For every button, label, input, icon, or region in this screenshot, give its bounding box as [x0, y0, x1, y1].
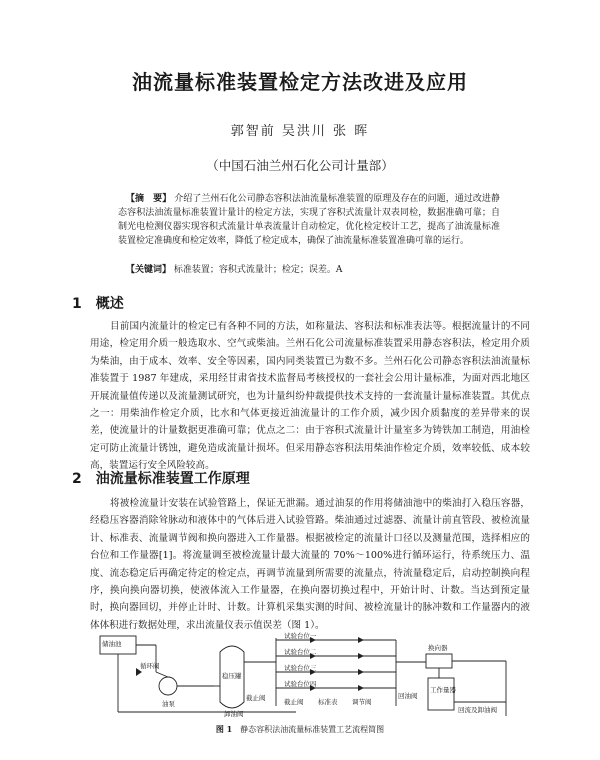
section-1-number: 1	[72, 296, 82, 312]
section-1-body: 目前国内流量计的检定已有各种不同的方法，如称量法、容积法和标准表法等。根据流量计的不同用途，检定用介质一般选取水、空气或柴油。兰州石化公司流量标准装置采用静态容积法，检定用介质为柴油，由于成本、效率、安全等因素，国内同类装置已为数不多。兰州石化公司静态容积法油流量标准装置于 1987 年建成，采用经甘肃省技术监督局考核授权的一套社会公用计量标准，为面对西北地区开展流量值传递以及流量测试研究，也为计量纠纷仲裁提供技术支持的一套流量计量标准装置。其优点之一：用柴油作检定介质，比水和气体更接近油流量计的工作介质，减少因介质黏度的差异带来的误差，使流量计的计量数据更准确可靠；优点之二：由于容积式流量计计量室多为铸铁加工制造，用油检定可防止流量计锈蚀，避免造成流量计损坏。但采用静态容积法用柴油作检定介质，效率较低、成本较高，装置运行安全风险较高。	[90, 321, 530, 472]
keywords-label: 【关键词】	[126, 265, 172, 275]
label-test-stand-4: 试验台位四	[284, 680, 317, 688]
section-2-body: 将被检流量计安装在试验管路上，保证无泄漏。通过油泵的作用将储油池中的柴油打入稳压容器，经稳压容器消除耸脉动和液体中的气体后进入试验管路。柴油通过过滤器、流量计前直管段、被检流量计、标准表、流量调节阀和换向器进入工作量器。根据被检定的流量计口径以及测量范围，选择相应的台位和工作量器[1]。将流量调至被检流量计最大流量的 70%～100%进行循环运行，待系统压力、温度、流态稳定后再确定待定的检定点，再调节流量到所需要的流量点，待流量稳定后，启动控制换向程序，换向换向器切换，使液体流入工作量器，在换向器切换过程中，开始计时、计数。当达到预定量时，换向器回切，并停止计时、计数。计算机采集实测的时间、被检流量计的脉冲数和工作量器内的液体体积进行数据处理，求出流量仪表示值误差（图 1）。	[90, 498, 530, 631]
label-standard-meter: 标准表	[318, 698, 338, 706]
keywords-block	[126, 263, 496, 277]
abstract-text: 介绍了兰州石化公司静态容积法油流量标准装置的原理及存在的问题，通过改进静态容积法油流量标准装置计量计的检定方法，实现了容积式流量计双表同检，数据准确可靠；自制光电检测仪器实现容积式流量计单表流量计自动检定，优化检定校计工艺，提高了油流量标准装置检定准确度和检定效率，降低了检定成本，确保了油流量标准装置准确可靠的运行。	[118, 194, 500, 246]
label-regulating-valve: 调节阀	[352, 698, 372, 706]
label-filter-valve: 截止阀	[246, 694, 266, 702]
section-2-heading	[72, 468, 250, 488]
label-drain-valve: 卸油阀	[224, 710, 244, 718]
label-shutoff-valve: 截止阀	[284, 698, 304, 706]
label-storage-tank: 储油池	[102, 640, 122, 648]
label-test-stand-1: 试验台位一	[284, 632, 317, 640]
section-2-title: 油流量标准装置工作原理	[95, 471, 250, 487]
process-flow-diagram	[96, 632, 516, 718]
label-test-stand-3: 试验台位三	[284, 664, 317, 672]
figure-caption-number: 图 1	[215, 724, 233, 734]
label-commutator: 换向器	[428, 644, 448, 652]
keywords-text: 标准装置；容积式流量计；检定；误差。A	[173, 265, 343, 275]
section-2-number: 2	[72, 471, 82, 487]
label-return-valve: 回油阀	[398, 692, 418, 700]
figure-caption	[0, 724, 600, 735]
paper-affiliation: （中国石油兰州石化公司计量部）	[206, 158, 394, 173]
figure-caption-text: 静态容积法油流量标准装置工艺流程简图	[240, 725, 385, 734]
label-circulation-valve: 循环阀	[140, 662, 160, 670]
label-stabilizer: 稳压罐	[222, 672, 242, 680]
pump-shape	[159, 677, 177, 695]
label-work-vessel: 工作量器	[430, 686, 456, 694]
label-return-line: 回流及卸油阀	[458, 706, 497, 714]
process-flow-figure	[96, 632, 516, 718]
section-1-heading	[72, 293, 124, 313]
abstract-block	[118, 192, 500, 248]
commutator-shape	[426, 654, 452, 668]
label-pump: 油泵	[162, 700, 175, 708]
paper-title: 油流量标准装置检定方法改进及应用	[132, 70, 468, 94]
abstract-label: 【摘 要】	[126, 194, 172, 204]
section-1-title: 概述	[95, 296, 124, 312]
label-test-stand-2: 试验台位二	[284, 648, 317, 656]
paper-authors: 郭智前 吴洪川 张 晖	[230, 124, 370, 139]
work-vessel-shape	[428, 678, 454, 710]
